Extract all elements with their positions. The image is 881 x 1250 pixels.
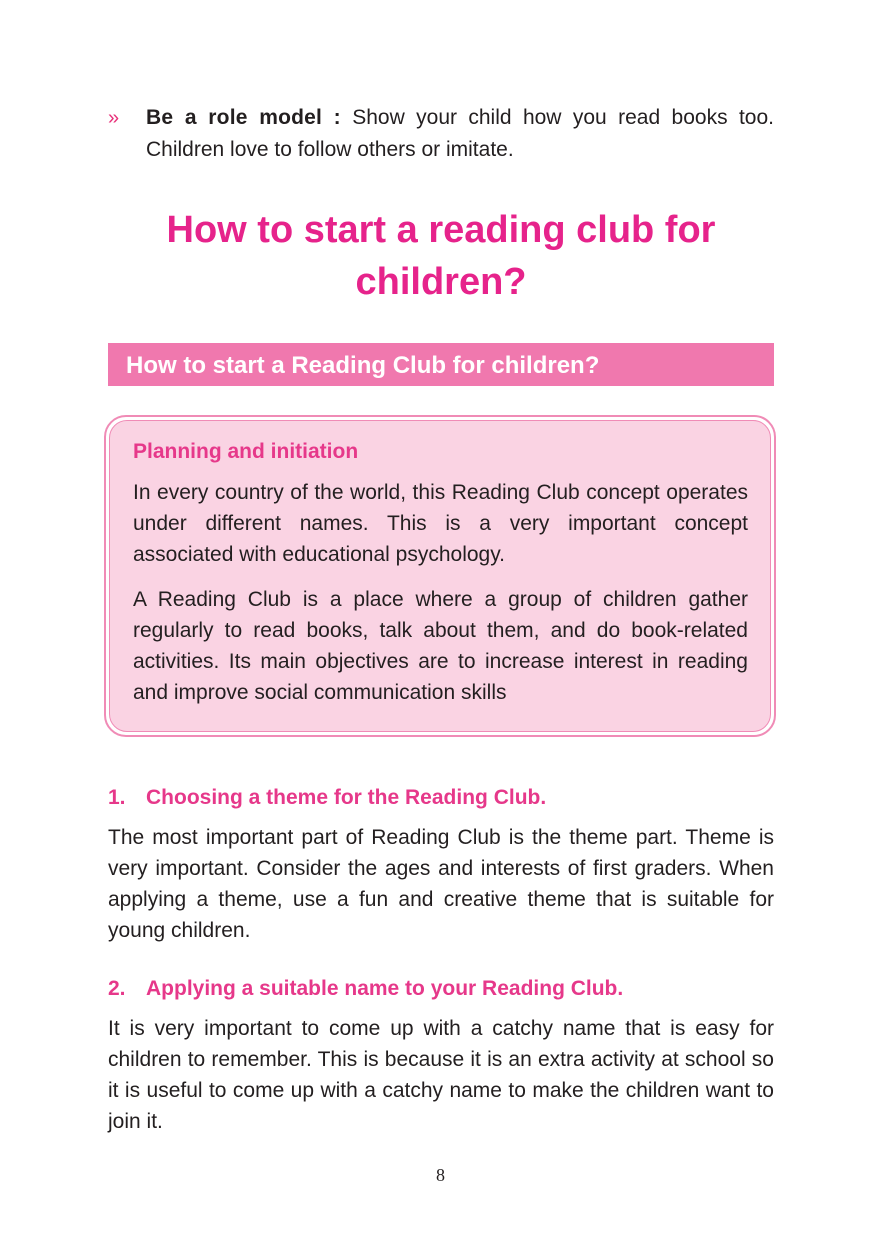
bullet-item-role-model [108, 102, 774, 166]
section-number: 1. [108, 786, 126, 809]
bullet-term: Be a role model : [146, 106, 341, 129]
planning-callout-box [104, 415, 776, 737]
section-choosing-theme [108, 784, 774, 946]
bullet-marker: » [108, 107, 120, 129]
page-title: How to start a reading club for children? [166, 209, 716, 303]
section-body: It is very important to come up with a catchy name that is easy for children to remember. This is because it is an extra activity at school so it is useful to come up with a catchy name to make the children want to join it. [108, 1017, 774, 1133]
bullet-description: Show your child how you read books too. Children love to follow others or imitate. [146, 106, 774, 161]
callout-paragraph: A Reading Club is a place where a group of children gather regularly to read books, talk about them, and do book-related activities. Its main objectives are to increase interest in reading and improve social communication skills [133, 588, 748, 704]
section-banner [108, 343, 774, 386]
section-heading [108, 975, 774, 1003]
section-heading-text: Choosing a theme for the Reading Club. [146, 786, 547, 809]
section-body: The most important part of Reading Club is the theme part. Theme is very important. Consider the ages and interests of first graders. When applying a theme, use a fun and creative theme that is suitable for young children. [108, 826, 774, 942]
section-number: 2. [108, 977, 126, 1000]
callout-heading: Planning and initiation [133, 440, 359, 463]
page-number: 8 [436, 1165, 445, 1185]
callout-paragraph: In every country of the world, this Reading Club concept operates under different names. This is a very important concept associated with educational psychology. [133, 481, 748, 566]
bullet-text [146, 102, 774, 166]
section-banner-title: How to start a Reading Club for children? [126, 352, 600, 379]
section-heading-text: Applying a suitable name to your Reading Club. [146, 977, 624, 1000]
section-heading [108, 784, 774, 812]
callout-inner [109, 420, 771, 732]
section-club-name [108, 975, 774, 1137]
